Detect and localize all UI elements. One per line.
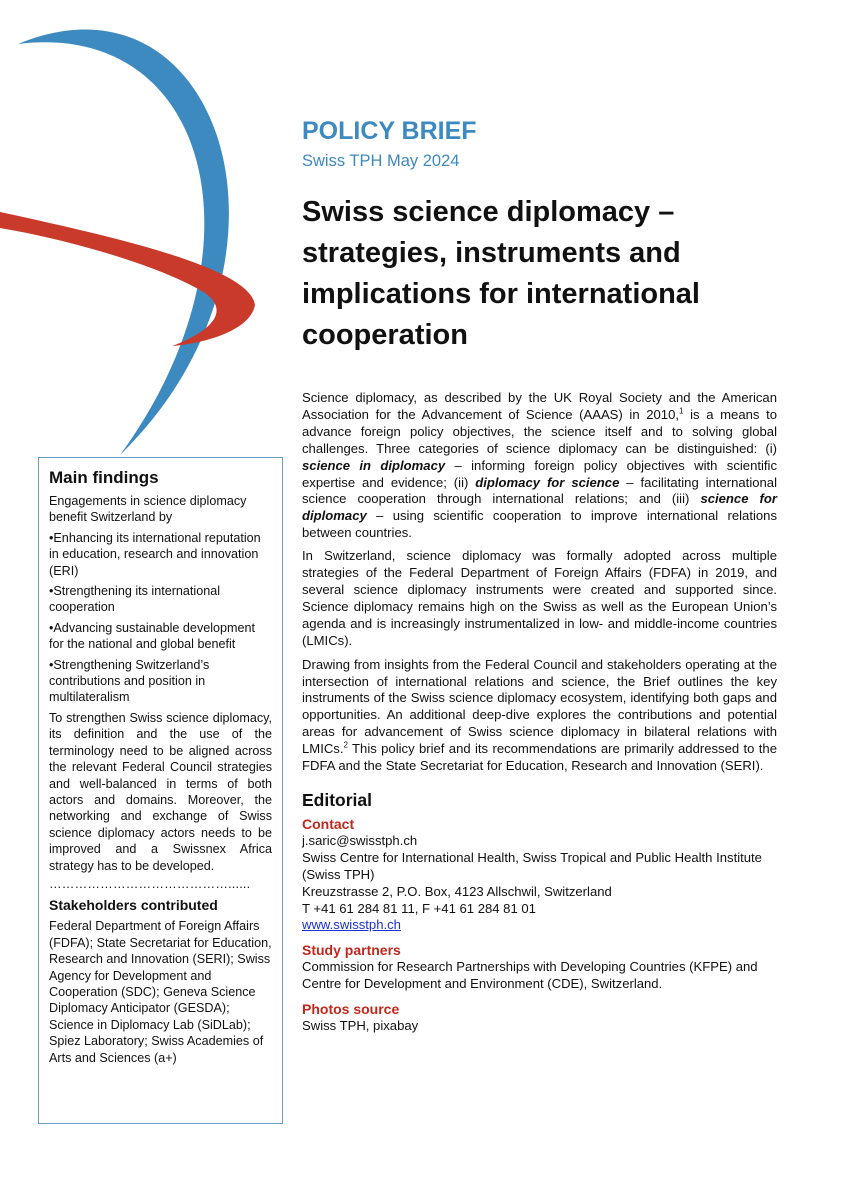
doc-type: POLICY BRIEF (302, 117, 477, 145)
swiss-tph-logo (0, 0, 300, 460)
contact-address: Kreuzstrasse 2, P.O. Box, 4123 Allschwil, Switzerland (302, 883, 612, 899)
website-link[interactable]: www.swisstph.ch (302, 917, 401, 933)
header (302, 116, 812, 356)
finding-bullet: •Enhancing its international reputation in education, research and innovation (ERI) (49, 530, 261, 578)
finding-bullet: •Strengthening its international cooperation (49, 584, 221, 615)
partners-text: Commission for Research Partnerships with Developing Countries (KFPE) and Centre for Development and Environment (CDE), Switzerland. (302, 959, 758, 992)
doc-subtitle: Swiss TPH May 2024 (302, 152, 460, 170)
contact-section (302, 815, 777, 934)
intro-paragraph-3: Drawing from insights from the Federal Council and stakeholders operating at the intersection of international relations and science, the Brief outlines the key instruments of the Swiss science diplomacy ecosystem, identifying both gaps and opportunities. An additional deep-dive explores the contributions and potential areas for advancement of Swiss science diplomacy in bilateral relations with LMICs.$^2$ This policy brief and its recommendations are primarily addressed to the FDFA and the State Secretariat for Education, Research and Innovation (SERI). (302, 656, 777, 774)
dotted-separator: ……………………………………...... (49, 876, 251, 891)
findings-intro: Engagements in science diplomacy benefit Switzerland by (49, 494, 247, 525)
contact-phone: T +41 61 284 81 11, F +41 61 284 81 01 (302, 900, 536, 916)
intro-paragraph-1: Science diplomacy, as described by the UK Royal Society and the American Association for the Advancement of Science (AAAS) in 2010,$^1$ is a means to advance foreign policy objectives, the science itself and to solving global challenges. Three categories of science diplomacy can be distinguished: (i) science in diplomacy – informing foreign policy objectives with scientific expertise and evidence; (ii) diplomacy for science – facilitating international science cooperation through international relations; and (iii) science for diplomacy – using scientific cooperation to improve international relations between countries. (302, 390, 777, 541)
page-title: Swiss science diplomacy – strategies, instruments and implications for international cooperation (302, 196, 700, 351)
photos-text: Swiss TPH, pixabay (302, 1018, 419, 1034)
partners-label: Study partners (302, 942, 401, 959)
stakeholders-heading: Stakeholders contributed (49, 897, 218, 914)
findings-heading: Main findings (49, 468, 159, 487)
main-content (302, 390, 777, 1042)
contact-email[interactable]: j.saric@swisstph.ch (302, 832, 418, 848)
findings-recommendation: To strengthen Swiss science diplomacy, its definition and the use of the terminology need to be aligned across the relevant Federal Council strategies and well-balanced in terms of both actors and domains. Moreover, the networking and exchange of Swiss science diplomacy actors needs to be improved and a Swissnex Africa strategy has to be developed. (49, 710, 272, 873)
contact-organization: Swiss Centre for International Health, Swiss Tropical and Public Health Institute (Swiss TPH) (302, 849, 762, 882)
editorial-heading: Editorial (302, 789, 373, 810)
finding-bullet: •Strengthening Switzerland’s contributions and position in multilateralism (49, 657, 210, 705)
intro-paragraph-2: In Switzerland, science diplomacy was formally adopted across multiple strategies of the Federal Department of Foreign Affairs (FDFA) in 2019, and several science diplomacy instruments were created and supported since. Science diplomacy remains high on the Swiss as well as the European Union’s agenda and is increasingly instrumentalized in low- and middle-income countries (LMICs). (302, 548, 777, 648)
partners-section (302, 941, 777, 993)
photos-label: Photos source (302, 1001, 400, 1018)
finding-bullet: •Advancing sustainable development for the national and global benefit (49, 620, 256, 652)
main-findings-box (38, 457, 283, 1124)
stakeholders-list: Federal Department of Foreign Affairs (FDFA); State Secretariat for Education, Research and Innovation (SERI); Swiss Agency for Development and Cooperation (SDC); Geneva Science Diplomacy Anticipator (GESDA); Science in Diplomacy Lab (SiDLab); Spiez Laboratory; Swiss Academies of Arts and Sciences (a+) (49, 919, 272, 1065)
contact-label: Contact (302, 815, 355, 832)
photos-section (302, 1000, 777, 1035)
